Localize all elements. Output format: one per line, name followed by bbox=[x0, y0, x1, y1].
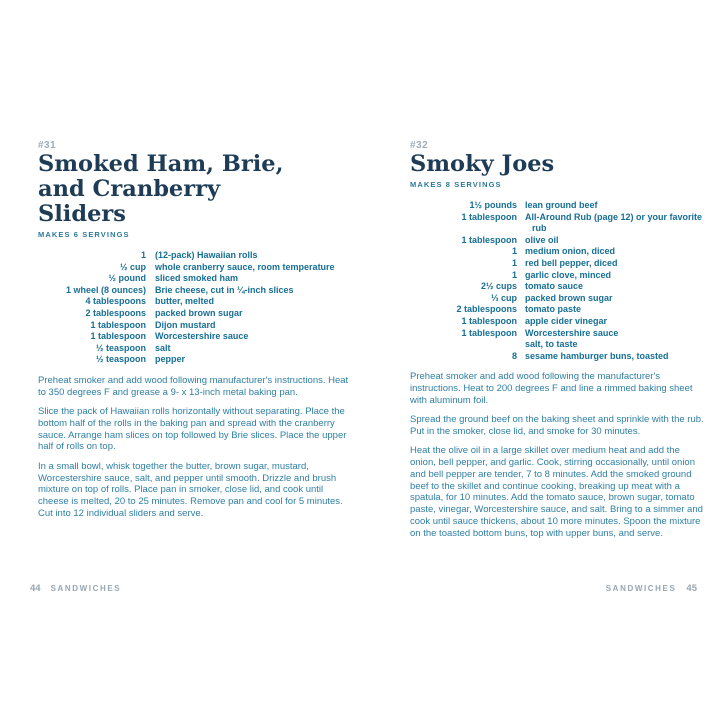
ingredient-name: packed brown sugar bbox=[525, 292, 613, 303]
ingredient-row bbox=[38, 273, 360, 285]
ingredient-quantity: 2 tablespoons bbox=[85, 307, 146, 318]
ingredient-row bbox=[410, 270, 705, 282]
recipe-number: #32 bbox=[410, 140, 429, 151]
ingredient-row bbox=[38, 250, 360, 262]
right-page-footer bbox=[606, 583, 697, 594]
ingredient-quantity: 1 tablespoon bbox=[461, 234, 517, 245]
ingredient-name: tomato paste bbox=[525, 304, 582, 315]
ingredient-name: packed brown sugar bbox=[155, 307, 243, 318]
ingredient-row bbox=[38, 343, 360, 355]
ingredient-name: tomato sauce bbox=[525, 281, 584, 292]
ingredient-row bbox=[38, 262, 360, 274]
ingredient-name: apple cider vinegar bbox=[525, 315, 608, 326]
ingredient-row bbox=[38, 308, 360, 320]
ingredient-row bbox=[410, 235, 705, 247]
ingredient-quantity: 1½ pounds bbox=[469, 200, 517, 210]
ingredient-name: pepper bbox=[155, 354, 186, 365]
ingredient-row bbox=[38, 320, 360, 332]
ingredient-row bbox=[410, 339, 705, 351]
ingredient-row bbox=[410, 304, 705, 316]
ingredient-name: All-Around Rub (page 12) or your favorite rub bbox=[525, 211, 703, 234]
ingredient-quantity: 1 bbox=[511, 269, 517, 280]
directions bbox=[38, 375, 360, 520]
ingredients-list bbox=[410, 200, 705, 362]
ingredient-quantity: 1 tablespoon bbox=[461, 327, 517, 338]
ingredient-name: lean ground beef bbox=[525, 200, 598, 210]
ingredient-row bbox=[410, 351, 705, 363]
page-number: 45 bbox=[686, 583, 697, 594]
ingredient-name: medium onion, diced bbox=[525, 246, 616, 257]
ingredients-list bbox=[38, 250, 360, 366]
ingredient-name: whole cranberry sauce, room temperature bbox=[155, 261, 335, 272]
direction-paragraph: Preheat smoker and add wood following manufacturer's instructions. Heat to 350 degrees F and grease a 9- x 13-inch metal baking pan. bbox=[38, 374, 349, 398]
ingredient-quantity: 1 tablespoon bbox=[461, 211, 517, 222]
recipe-title: Smoked Ham, Brie, and Cranberry Sliders bbox=[38, 151, 284, 227]
direction-paragraph: Spread the ground beef on the baking sheet and sprinkle with the rub. Put in the smoker, close lid, and smoke for 30 minutes. bbox=[410, 414, 704, 437]
recipe-number: #31 bbox=[38, 140, 57, 151]
ingredient-row bbox=[38, 285, 360, 297]
ingredient-quantity: 8 bbox=[511, 350, 517, 361]
ingredient-name: sliced smoked ham bbox=[155, 273, 239, 284]
section-label: SANDWICHES bbox=[50, 584, 122, 593]
ingredient-name: (12-pack) Hawaiian rolls bbox=[155, 250, 258, 260]
servings-line: MAKES 8 SERVINGS bbox=[410, 180, 502, 189]
ingredient-row bbox=[410, 246, 705, 258]
ingredient-quantity: 2 tablespoons bbox=[456, 304, 517, 315]
ingredient-quantity: 1 tablespoon bbox=[461, 315, 517, 326]
ingredient-quantity: 1 tablespoon bbox=[90, 319, 146, 330]
ingredient-row bbox=[410, 293, 705, 305]
ingredient-row bbox=[38, 331, 360, 343]
ingredient-quantity: ½ cup bbox=[119, 261, 146, 272]
recipe-smoky-joes bbox=[410, 140, 705, 547]
ingredient-row bbox=[410, 316, 705, 328]
recipe-title: Smoky Joes bbox=[410, 151, 555, 177]
ingredient-quantity: ⅓ cup bbox=[490, 292, 517, 303]
direction-paragraph: Preheat smoker and add wood following the manufacturer's instructions. Heat to 200 degrees F and line a rimmed baking sheet with aluminum foil. bbox=[410, 371, 693, 406]
ingredient-quantity: 1 wheel (8 ounces) bbox=[65, 284, 146, 295]
ingredient-quantity: ½ pound bbox=[108, 273, 146, 284]
ingredient-name: Worcestershire sauce bbox=[155, 331, 249, 342]
direction-paragraph: Heat the olive oil in a large skillet over medium heat and add the onion, bell pepper, and garlic. Cook, stirring occasionally, until onion and bell pepper are tender, 7 to 8 minutes. Add the smoked ground beef to the skillet and continue cooking, breaking up meat with a spatula, for 10 minutes. Add the tomato sauce, brown sugar, tomato paste, vinegar, Worcestershire sauce, and salt. Bring to a simmer and cook until sauce thickens, about 10 more minutes. Spoon the mixture on the toasted bottom buns, top with upper buns, and serve. bbox=[410, 445, 703, 539]
ingredient-name: salt, to taste bbox=[525, 339, 578, 350]
ingredient-quantity: ½ teaspoon bbox=[95, 342, 146, 353]
recipe-smoked-ham-sliders bbox=[38, 140, 360, 527]
ingredient-quantity: 2½ cups bbox=[480, 281, 517, 292]
ingredient-row bbox=[410, 258, 705, 270]
ingredient-row bbox=[410, 281, 705, 293]
direction-paragraph: In a small bowl, whisk together the butter, brown sugar, mustard, Worcestershire sauce, salt, and pepper until smooth. Drizzle and brush mixture on top of rolls. Place pan in smoker, close lid, and cook until cheese is melted, 20 to 25 minutes. Remove pan and cool for 5 minutes. Cut into 12 individual sliders and serve. bbox=[38, 460, 343, 519]
directions bbox=[410, 371, 705, 539]
ingredient-name: Worcestershire sauce bbox=[525, 327, 619, 338]
ingredient-name: Brie cheese, cut in ¼-inch slices bbox=[155, 284, 294, 295]
section-label: SANDWICHES bbox=[605, 584, 677, 593]
direction-paragraph: Slice the pack of Hawaiian rolls horizontally without separating. Place the bottom half of the rolls in the baking pan and spread with the cranberry sauce. Arrange ham slices on top followed by Brie slices. Place the upper half of rolls on top. bbox=[38, 406, 347, 453]
ingredient-quantity bbox=[410, 339, 525, 351]
ingredient-name: Dijon mustard bbox=[155, 319, 216, 330]
ingredient-quantity: 1 bbox=[511, 257, 517, 268]
page-number: 44 bbox=[30, 583, 41, 594]
ingredient-name: garlic clove, minced bbox=[525, 269, 612, 280]
ingredient-row bbox=[410, 212, 705, 235]
ingredient-row bbox=[410, 200, 705, 212]
ingredient-name: olive oil bbox=[525, 234, 559, 245]
ingredient-quantity: ½ teaspoon bbox=[95, 354, 146, 365]
ingredient-name: red bell pepper, diced bbox=[525, 257, 618, 268]
ingredient-row bbox=[38, 354, 360, 366]
ingredient-name: butter, melted bbox=[155, 296, 215, 307]
ingredient-row bbox=[38, 296, 360, 308]
ingredient-quantity: 1 bbox=[140, 250, 146, 260]
ingredient-quantity: 1 tablespoon bbox=[90, 331, 146, 342]
left-page-footer bbox=[30, 583, 121, 594]
ingredient-row bbox=[410, 328, 705, 340]
servings-line: MAKES 6 SERVINGS bbox=[38, 230, 130, 239]
ingredient-quantity: 1 bbox=[511, 246, 517, 257]
ingredient-quantity: 4 tablespoons bbox=[85, 296, 146, 307]
ingredient-name: sesame hamburger buns, toasted bbox=[525, 350, 669, 361]
ingredient-name: salt bbox=[155, 342, 171, 353]
